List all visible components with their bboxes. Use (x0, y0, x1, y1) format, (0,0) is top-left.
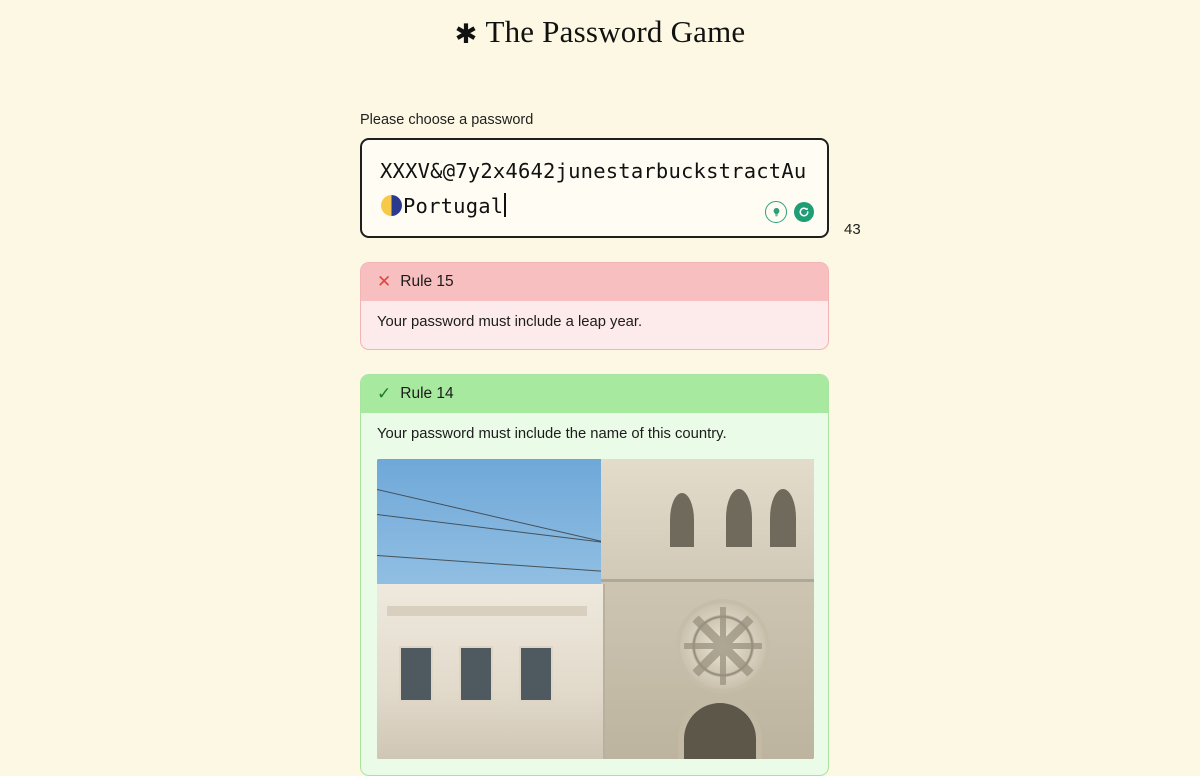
country-photo (377, 459, 814, 759)
cathedral-facade (601, 459, 814, 759)
password-input[interactable] (360, 138, 829, 238)
password-text-part1: XXXV&@7y2x4642junestarbuckstractAu (380, 159, 807, 184)
rule-14-header (361, 375, 828, 413)
tower-arch (670, 493, 694, 547)
tower-arch (770, 489, 796, 547)
rule-14-text: Your password must include the name of this country. (377, 426, 727, 443)
building-window (519, 646, 553, 702)
moon-phase-icon (381, 195, 402, 216)
tower-arch (726, 489, 752, 547)
building-window (399, 646, 433, 702)
rule-15-header (361, 263, 828, 301)
character-count: 43 (844, 221, 861, 239)
building-window (459, 646, 493, 702)
rule-15-title: Rule 15 (400, 273, 454, 291)
game-container (360, 112, 861, 776)
password-text-part2: Portugal (403, 194, 504, 219)
rule-card-15 (360, 262, 829, 350)
page-title (0, 0, 1200, 50)
refresh-icon[interactable] (794, 202, 814, 222)
rose-window-spokes (684, 607, 762, 685)
input-icon-group (765, 201, 814, 223)
text-caret (504, 193, 506, 217)
password-input-row (360, 138, 861, 239)
cathedral-portal (678, 697, 762, 759)
rule-14-body (361, 413, 828, 775)
rule-15-text: Your password must include a leap year. (377, 314, 643, 331)
lightbulb-icon[interactable] (765, 201, 787, 223)
check-icon: ✓ (377, 383, 392, 404)
page-title-text: The Password Game (485, 14, 746, 49)
cross-icon: ✕ (377, 271, 392, 292)
rule-14-title: Rule 14 (400, 385, 454, 403)
rule-card-14 (360, 374, 829, 776)
asterisk-icon: ✱ (454, 19, 478, 50)
rose-window (676, 599, 770, 693)
left-building (377, 584, 605, 759)
password-prompt-label: Please choose a password (360, 112, 534, 128)
